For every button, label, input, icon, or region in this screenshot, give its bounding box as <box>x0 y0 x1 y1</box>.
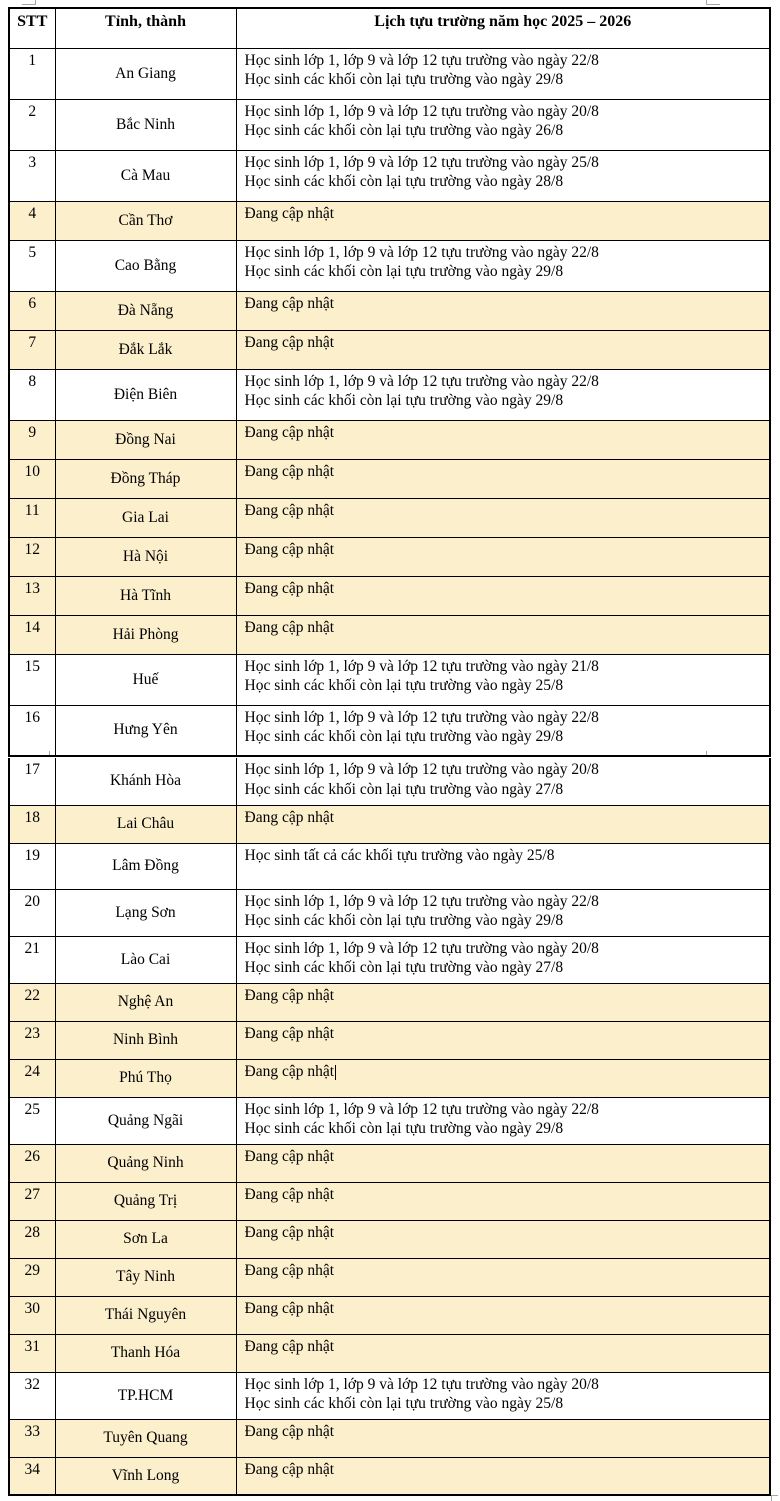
stt-cell: 8 <box>9 369 55 420</box>
table-row <box>9 889 770 936</box>
column-header-province: Tỉnh, thành <box>55 8 236 48</box>
table-row <box>9 1059 770 1097</box>
schedule-cell <box>236 1296 770 1334</box>
schedule-line: Đang cập nhật <box>244 579 335 597</box>
province-cell: Lạng Sơn <box>55 889 236 936</box>
table-row <box>9 615 770 654</box>
schedule-line: Đang cập nhật <box>244 423 335 441</box>
schedule-line: Học sinh các khối còn lại tựu trường vào ngày 26/8 <box>244 122 564 140</box>
stt-cell: 4 <box>9 201 55 240</box>
stt-cell: 33 <box>9 1419 55 1457</box>
schedule-line: Đang cập nhật <box>244 204 335 222</box>
stt-cell: 27 <box>9 1182 55 1220</box>
province-cell: Ninh Bình <box>55 1021 236 1059</box>
table-row <box>9 459 770 498</box>
schedule-line: Đang cập nhật <box>244 1185 335 1203</box>
schedule-line: Đang cập nhật <box>244 540 335 558</box>
table-row <box>9 150 770 201</box>
schedule-line: Học sinh các khối còn lại tựu trường vào ngày 27/8 <box>244 959 564 977</box>
table-row <box>9 48 770 99</box>
schedule-cell <box>236 48 770 99</box>
table-row <box>9 201 770 240</box>
schedule-line: Học sinh tất cả các khối tựu trường vào ngày 25/8 <box>244 846 555 864</box>
province-cell: TP.HCM <box>55 1372 236 1419</box>
school-schedule-table <box>8 7 771 757</box>
table-row <box>9 1457 770 1495</box>
schedule-cell <box>236 983 770 1021</box>
schedule-line: Đang cập nhật <box>244 618 335 636</box>
schedule-cell <box>236 576 770 615</box>
schedule-cell <box>236 1220 770 1258</box>
stt-cell: 23 <box>9 1021 55 1059</box>
schedule-line: Đang cập nhật <box>244 1337 335 1355</box>
province-cell: Hải Phòng <box>55 615 236 654</box>
schedule-line: Học sinh các khối còn lại tựu trường vào ngày 29/8 <box>244 71 564 89</box>
province-cell: Cà Mau <box>55 150 236 201</box>
schedule-line: Đang cập nhật <box>244 462 335 480</box>
schedule-cell <box>236 1182 770 1220</box>
province-cell: Bắc Ninh <box>55 99 236 150</box>
table-row <box>9 1182 770 1220</box>
schedule-line: Đang cập nhật <box>244 1147 335 1165</box>
table-row <box>9 369 770 420</box>
text-caret <box>335 1065 336 1080</box>
table-row <box>9 576 770 615</box>
schedule-cell <box>236 1457 770 1495</box>
schedule-cell <box>236 758 770 805</box>
province-cell: Phú Thọ <box>55 1059 236 1097</box>
schedule-cell <box>236 459 770 498</box>
table-row <box>9 537 770 576</box>
schedule-line: Học sinh các khối còn lại tựu trường vào ngày 28/8 <box>244 173 564 191</box>
table-row <box>9 1419 770 1457</box>
table-row <box>9 291 770 330</box>
stt-cell: 5 <box>9 240 55 291</box>
table-row <box>9 1144 770 1182</box>
schedule-line: Học sinh lớp 1, lớp 9 và lớp 12 tựu trường vào ngày 20/8 <box>244 939 599 957</box>
province-cell: Thái Nguyên <box>55 1296 236 1334</box>
schedule-cell <box>236 1372 770 1419</box>
table-row <box>9 983 770 1021</box>
schedule-line: Đang cập nhật <box>244 1062 335 1080</box>
stt-cell: 3 <box>9 150 55 201</box>
province-cell: Đắk Lắk <box>55 330 236 369</box>
schedule-cell <box>236 1059 770 1097</box>
schedule-line: Đang cập nhật <box>244 333 335 351</box>
table-resize-handle <box>771 1495 778 1501</box>
table-handle-mark <box>706 0 720 5</box>
stt-cell: 19 <box>9 843 55 889</box>
schedule-line: Học sinh các khối còn lại tựu trường vào ngày 25/8 <box>244 677 564 695</box>
schedule-line: Học sinh lớp 1, lớp 9 và lớp 12 tựu trường vào ngày 25/8 <box>244 153 599 171</box>
stt-cell: 1 <box>9 48 55 99</box>
schedule-cell <box>236 498 770 537</box>
province-cell: Lai Châu <box>55 805 236 843</box>
province-cell: Tây Ninh <box>55 1258 236 1296</box>
table-row <box>9 1296 770 1334</box>
schedule-cell <box>236 537 770 576</box>
stt-cell: 10 <box>9 459 55 498</box>
table-row <box>9 843 770 889</box>
province-cell: Tuyên Quang <box>55 1419 236 1457</box>
province-cell: Hưng Yên <box>55 705 236 756</box>
schedule-cell <box>236 936 770 983</box>
table-row <box>9 1097 770 1144</box>
stt-cell: 7 <box>9 330 55 369</box>
schedule-line: Đang cập nhật <box>244 1223 335 1241</box>
schedule-cell <box>236 1419 770 1457</box>
stt-cell: 22 <box>9 983 55 1021</box>
table-row <box>9 758 770 805</box>
table-handle-mark <box>22 0 36 5</box>
table-row <box>9 1220 770 1258</box>
schedule-line: Học sinh các khối còn lại tựu trường vào ngày 29/8 <box>244 392 564 410</box>
schedule-line: Đang cập nhật <box>244 1460 335 1478</box>
province-cell: Khánh Hòa <box>55 758 236 805</box>
schedule-line: Học sinh lớp 1, lớp 9 và lớp 12 tựu trường vào ngày 20/8 <box>244 1375 599 1393</box>
table-row <box>9 330 770 369</box>
province-cell: Hà Nội <box>55 537 236 576</box>
column-header-schedule: Lịch tựu trường năm học 2025 – 2026 <box>236 8 770 48</box>
schedule-cell <box>236 240 770 291</box>
schedule-line: Đang cập nhật <box>244 1422 335 1440</box>
stt-cell: 12 <box>9 537 55 576</box>
schedule-line: Học sinh các khối còn lại tựu trường vào ngày 29/8 <box>244 912 564 930</box>
schedule-line: Học sinh lớp 1, lớp 9 và lớp 12 tựu trường vào ngày 21/8 <box>244 657 599 675</box>
province-cell: Nghệ An <box>55 983 236 1021</box>
schedule-cell <box>236 1021 770 1059</box>
schedule-line: Đang cập nhật <box>244 808 335 826</box>
schedule-line: Học sinh lớp 1, lớp 9 và lớp 12 tựu trường vào ngày 22/8 <box>244 372 599 390</box>
province-cell: Quảng Ninh <box>55 1144 236 1182</box>
column-header-stt: STT <box>9 8 55 48</box>
stt-cell: 34 <box>9 1457 55 1495</box>
stt-cell: 30 <box>9 1296 55 1334</box>
schedule-line: Đang cập nhật <box>244 1261 335 1279</box>
table-row <box>9 420 770 459</box>
table-row <box>9 705 770 756</box>
stt-cell: 26 <box>9 1144 55 1182</box>
province-cell: An Giang <box>55 48 236 99</box>
stt-cell: 11 <box>9 498 55 537</box>
schedule-cell <box>236 1334 770 1372</box>
stt-cell: 29 <box>9 1258 55 1296</box>
stt-cell: 18 <box>9 805 55 843</box>
province-cell: Cao Bằng <box>55 240 236 291</box>
schedule-cell <box>236 99 770 150</box>
schedule-line: Học sinh lớp 1, lớp 9 và lớp 12 tựu trường vào ngày 20/8 <box>244 102 599 120</box>
stt-cell: 14 <box>9 615 55 654</box>
schedule-cell <box>236 150 770 201</box>
province-cell: Lào Cai <box>55 936 236 983</box>
schedule-line: Học sinh lớp 1, lớp 9 và lớp 12 tựu trường vào ngày 22/8 <box>244 708 599 726</box>
schedule-cell <box>236 805 770 843</box>
table-row <box>9 498 770 537</box>
province-cell: Điện Biên <box>55 369 236 420</box>
schedule-line: Học sinh lớp 1, lớp 9 và lớp 12 tựu trường vào ngày 22/8 <box>244 243 599 261</box>
schedule-line: Học sinh lớp 1, lớp 9 và lớp 12 tựu trường vào ngày 22/8 <box>244 1100 599 1118</box>
schedule-cell <box>236 201 770 240</box>
stt-cell: 24 <box>9 1059 55 1097</box>
schedule-line: Đang cập nhật <box>244 294 335 312</box>
stt-cell: 32 <box>9 1372 55 1419</box>
school-schedule-table-continued <box>8 758 771 1496</box>
schedule-cell <box>236 654 770 705</box>
province-cell: Vĩnh Long <box>55 1457 236 1495</box>
schedule-line: Học sinh các khối còn lại tựu trường vào ngày 29/8 <box>244 263 564 281</box>
table-row <box>9 654 770 705</box>
stt-cell: 21 <box>9 936 55 983</box>
schedule-line: Đang cập nhật <box>244 1024 335 1042</box>
header-row <box>9 8 770 48</box>
schedule-line: Học sinh lớp 1, lớp 9 và lớp 12 tựu trường vào ngày 20/8 <box>244 761 599 778</box>
schedule-line: Học sinh các khối còn lại tựu trường vào ngày 29/8 <box>244 728 564 746</box>
schedule-cell <box>236 330 770 369</box>
province-cell: Đồng Nai <box>55 420 236 459</box>
schedule-cell <box>236 705 770 756</box>
province-cell: Thanh Hóa <box>55 1334 236 1372</box>
schedule-line: Đang cập nhật <box>244 501 335 519</box>
schedule-cell <box>236 843 770 889</box>
schedule-line: Học sinh lớp 1, lớp 9 và lớp 12 tựu trường vào ngày 22/8 <box>244 892 599 910</box>
stt-cell: 13 <box>9 576 55 615</box>
province-cell: Quảng Trị <box>55 1182 236 1220</box>
schedule-line: Học sinh lớp 1, lớp 9 và lớp 12 tựu trường vào ngày 22/8 <box>244 51 599 69</box>
stt-cell: 2 <box>9 99 55 150</box>
stt-cell: 20 <box>9 889 55 936</box>
province-cell: Cần Thơ <box>55 201 236 240</box>
province-cell: Hà Tĩnh <box>55 576 236 615</box>
table-row <box>9 1334 770 1372</box>
schedule-cell <box>236 369 770 420</box>
province-cell: Huế <box>55 654 236 705</box>
schedule-cell <box>236 420 770 459</box>
schedule-cell <box>236 1097 770 1144</box>
table-row <box>9 1372 770 1419</box>
schedule-cell <box>236 615 770 654</box>
stt-cell: 6 <box>9 291 55 330</box>
table-row <box>9 1258 770 1296</box>
schedule-line: Đang cập nhật <box>244 1299 335 1317</box>
schedule-line: Học sinh các khối còn lại tựu trường vào ngày 27/8 <box>244 780 564 798</box>
stt-cell: 25 <box>9 1097 55 1144</box>
stt-cell: 17 <box>9 758 55 805</box>
stt-cell: 15 <box>9 654 55 705</box>
schedule-cell <box>236 1258 770 1296</box>
table-row <box>9 240 770 291</box>
table-row <box>9 99 770 150</box>
stt-cell: 16 <box>9 705 55 756</box>
schedule-cell <box>236 291 770 330</box>
province-cell: Sơn La <box>55 1220 236 1258</box>
table-row <box>9 1021 770 1059</box>
schedule-line: Đang cập nhật <box>244 986 335 1004</box>
table-row <box>9 805 770 843</box>
province-cell: Gia Lai <box>55 498 236 537</box>
province-cell: Đà Nẵng <box>55 291 236 330</box>
province-cell: Lâm Đồng <box>55 843 236 889</box>
table-row <box>9 936 770 983</box>
schedule-cell <box>236 889 770 936</box>
schedule-line: Học sinh các khối còn lại tựu trường vào ngày 25/8 <box>244 1395 564 1413</box>
province-cell: Đồng Tháp <box>55 459 236 498</box>
schedule-cell <box>236 1144 770 1182</box>
stt-cell: 9 <box>9 420 55 459</box>
province-cell: Quảng Ngãi <box>55 1097 236 1144</box>
stt-cell: 31 <box>9 1334 55 1372</box>
stt-cell: 28 <box>9 1220 55 1258</box>
schedule-line: Học sinh các khối còn lại tựu trường vào ngày 29/8 <box>244 1120 564 1138</box>
